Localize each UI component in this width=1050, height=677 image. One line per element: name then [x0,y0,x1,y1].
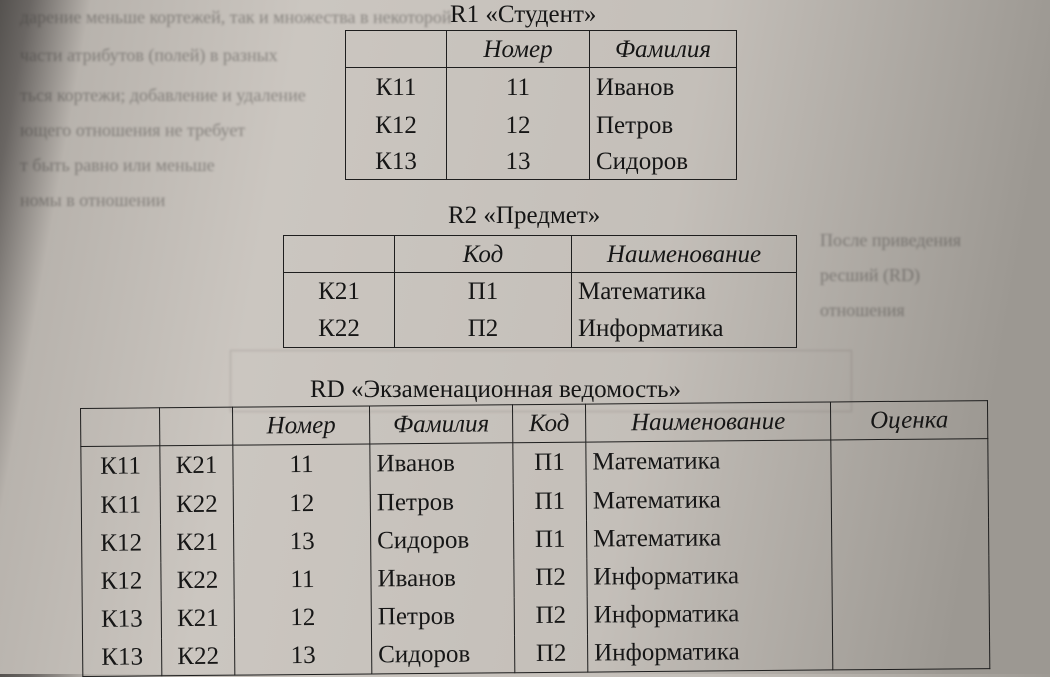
table-header-row [284,236,797,273]
table-cell: Информатика [587,594,832,634]
table-cell: П2 [514,596,587,635]
table-cell: Иванов [370,443,513,484]
table-cell: К12 [82,524,161,563]
table-row [346,108,737,144]
table-cell: К13 [83,638,162,677]
table-cell: К22 [160,485,233,524]
table-cell: Математика [586,480,831,520]
table-cell: К22 [162,637,235,676]
table-row [284,311,797,348]
table-cell: К21 [160,445,233,486]
table-cell: Информатика [587,556,832,596]
table-cell [832,555,989,594]
header-cell: Фамилия [590,31,737,68]
table-cell: К21 [284,273,395,311]
table-cell: К22 [161,561,234,600]
table-cell [831,439,988,480]
table-cell: К12 [346,108,447,144]
table-cell: К11 [81,486,160,525]
table-cell: Информатика [572,311,797,348]
table-cell: 11 [234,560,371,599]
header-cell: Оценка [830,401,987,440]
table-cell: П1 [395,273,572,311]
table-cell: Математика [572,273,797,311]
header-cell: Фамилия [369,405,512,444]
header-cell [284,236,395,273]
table-cell: К13 [346,144,447,180]
table-cell: П1 [513,482,586,521]
table-cell: К21 [161,599,234,638]
table-cell: Информатика [587,632,832,672]
background-line: части атрибутов (полей) в разных [20,45,278,65]
table-cell: Петров [370,483,513,522]
table-cell: Математика [586,518,831,558]
header-cell [346,31,447,68]
table-cell [832,593,989,632]
table-row [346,144,737,180]
table-row [346,68,737,108]
r2-table [283,235,797,348]
background-line: ресший (RD) [820,265,921,285]
r2-caption: R2 «Предмет» [448,202,601,229]
r1-caption: R1 «Студент» [450,1,597,28]
rd-caption: RD «Экзаменационная ведомость» [310,376,682,403]
background-line: т быть равно или меньше [20,155,215,175]
table-cell: К21 [161,523,234,562]
table-cell: Иванов [371,559,514,598]
table-cell: Иванов [590,68,737,108]
table-cell: Математика [586,440,831,482]
table-cell [831,517,988,556]
header-cell: Наименование [585,402,830,442]
table-cell: П1 [513,442,586,483]
table-cell: Сидоров [371,521,514,560]
table-cell: П2 [395,311,572,348]
r1-table [345,30,737,180]
table-row [284,273,797,311]
table-cell: 13 [447,144,590,180]
table-cell: К11 [81,446,160,487]
table-cell: П1 [514,520,587,559]
table-cell: Петров [371,597,514,636]
table-cell: К12 [82,562,161,601]
table-row [83,631,990,677]
header-cell [81,408,160,447]
header-cell: Код [395,236,572,273]
table-cell: П2 [514,558,587,597]
table-cell [831,479,988,518]
header-cell: Номер [232,406,369,445]
table-cell: 12 [447,108,590,144]
table-cell: Петров [590,108,737,144]
background-line: номы в отношении [20,190,166,210]
header-cell: Наименование [572,236,797,273]
table-cell: 12 [234,598,371,637]
table-cell [832,631,989,670]
background-line: дарение меньше кортежей, так и множества в некоторой [20,7,452,27]
table-cell: 11 [447,68,590,108]
background-line: ющего отношения не требует [20,120,246,140]
background-line: После приведения [820,230,962,250]
table-cell: Сидоров [590,144,737,180]
rd-table [80,400,990,677]
header-cell: Номер [447,31,590,68]
header-cell [160,407,233,446]
table-cell: К22 [284,311,395,348]
table-cell: 13 [234,522,371,561]
table-header-row [346,31,737,68]
table-cell: Сидоров [372,635,515,674]
table-cell: К11 [346,68,447,108]
header-cell: Код [512,404,585,443]
table-cell: 13 [235,636,372,675]
table-cell: К13 [82,600,161,639]
table-cell: 11 [233,444,370,485]
table-cell: 12 [233,484,370,523]
background-line: отношения [820,300,905,320]
background-line: ться кортежи; добавление и удаление [20,85,306,105]
table-cell: П2 [514,634,587,673]
